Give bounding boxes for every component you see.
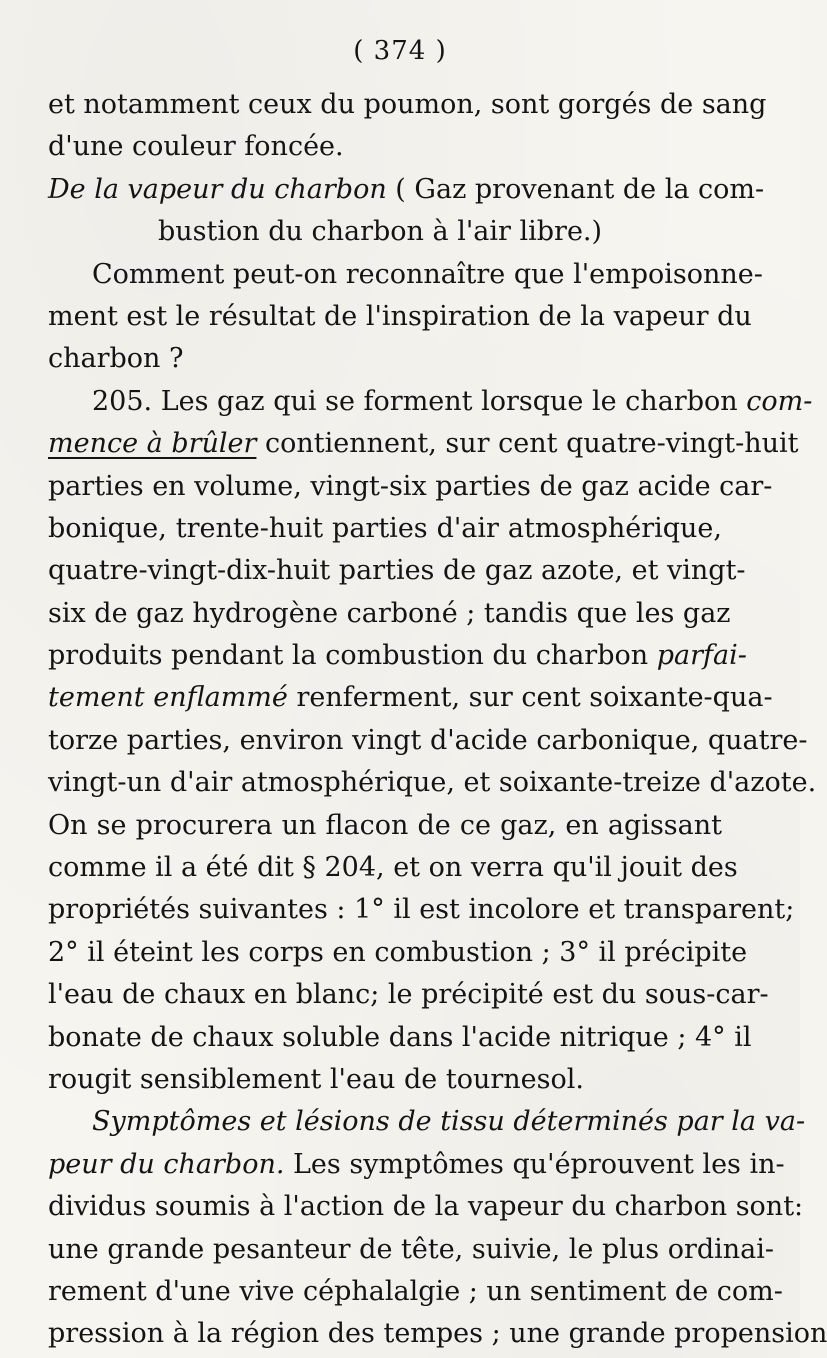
text-segment: On se procurera un flacon de ce gaz, en agissant (48, 809, 722, 841)
text-segment: renferment, sur cent soixante-qua- (287, 682, 773, 714)
text-line (48, 466, 773, 508)
text-segment: Les symptômes qu'éprouvent les in- (284, 1148, 785, 1180)
text-line (48, 1313, 827, 1355)
page-number: ( 374 ) (353, 36, 447, 66)
text-segment: six de gaz hydrogène carboné ; tandis que les gaz (48, 597, 731, 629)
text-line (48, 211, 722, 253)
text-line (48, 1229, 775, 1271)
text-line (48, 381, 813, 423)
text-line (48, 720, 808, 762)
text-segment: bonique, trente-huit parties d'air atmosphérique, (48, 512, 722, 544)
text-line (48, 847, 738, 889)
italic-text: com- (746, 385, 813, 417)
text-line (48, 296, 752, 338)
text-line (48, 338, 722, 380)
italic-text: parfai- (656, 640, 747, 672)
text-segment: vingt-un d'air atmosphérique, et soixante-treize d'azote. (48, 767, 817, 799)
italic-text: mence à brûler (48, 428, 257, 460)
text-segment: Comment peut-on reconnaître que l'empoisonne- (92, 258, 763, 290)
italic-text: tement enflammé (48, 682, 288, 714)
text-line (48, 805, 722, 847)
text-line (48, 1271, 783, 1313)
text-line (48, 1017, 752, 1059)
text-segment: bustion du charbon à l'air libre.) (158, 216, 603, 248)
text-segment: charbon ? (48, 343, 184, 375)
text-segment: pression à la région des tempes ; une grande propension (48, 1318, 827, 1350)
text-segment: l'eau de chaux en blanc; le précipité est du sous-car- (48, 979, 769, 1011)
text-line (48, 1101, 806, 1143)
italic-text: peur du charbon. (48, 1148, 285, 1180)
text-segment: dividus soumis à l'action de la vapeur du charbon sont: (48, 1191, 804, 1223)
text-line (48, 508, 722, 550)
body-text (48, 84, 827, 1356)
text-segment: une grande pesanteur de tête, suivie, le plus ordinai- (48, 1233, 775, 1265)
text-line (48, 423, 799, 465)
text-line (48, 889, 795, 931)
text-segment: rougit sensiblement l'eau de tournesol. (48, 1063, 584, 1095)
text-segment: quatre-vingt-dix-huit parties de gaz azote, et vingt- (48, 555, 746, 587)
text-segment: 205. Les gaz qui se forment lorsque le charbon (92, 385, 747, 417)
text-line (48, 593, 731, 635)
text-segment: 2° il éteint les corps en combustion ; 3° il précipite (48, 936, 748, 968)
text-segment: produits pendant la combustion du charbon (48, 640, 657, 672)
text-line (48, 84, 767, 126)
text-line (48, 932, 748, 974)
text-line (48, 126, 722, 168)
text-segment: et notamment ceux du poumon, sont gorgés de sang (48, 89, 767, 120)
text-line (48, 169, 765, 211)
text-line (48, 635, 747, 677)
text-segment: contiennent, sur cent quatre-vingt-huit (256, 428, 799, 460)
text-line (48, 677, 773, 719)
italic-text: Symptômes et lésions de tissu déterminés par la va- (92, 1106, 806, 1138)
text-segment: rement d'une vive céphalalgie ; un sentiment de com- (48, 1275, 783, 1307)
text-segment: ( Gaz provenant de la com- (386, 173, 765, 205)
text-segment: parties en volume, vingt-six parties de gaz acide car- (48, 470, 773, 502)
text-line (48, 1186, 804, 1228)
text-segment: d'une couleur foncée. (48, 131, 344, 163)
italic-text: De la vapeur du charbon (48, 173, 387, 205)
text-line (48, 254, 763, 296)
text-segment: torze parties, environ vingt d'acide carbonique, quatre- (48, 724, 808, 756)
text-segment: propriétés suivantes : 1° il est incolore et transparent; (48, 894, 795, 926)
text-line (48, 762, 817, 804)
text-line (48, 1059, 722, 1101)
text-segment: ment est le résultat de l'inspiration de la vapeur du (48, 300, 752, 332)
text-line (48, 974, 769, 1016)
text-line (48, 1144, 785, 1186)
text-segment: comme il a été dit § 204, et on verra qu'il jouit des (48, 852, 738, 884)
text-line (48, 550, 746, 592)
text-segment: bonate de chaux soluble dans l'acide nitrique ; 4° il (48, 1021, 752, 1053)
